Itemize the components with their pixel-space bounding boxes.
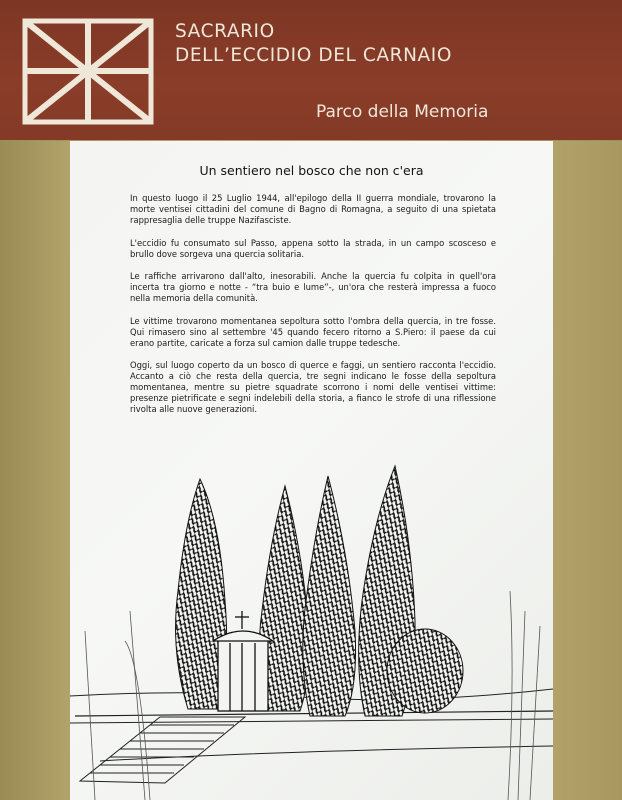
sign-title [175, 20, 452, 68]
star-cross-emblem-icon [22, 18, 154, 125]
panel-body [130, 193, 496, 427]
panel-title: Un sentiero nel bosco che non c'era [199, 163, 424, 178]
paragraph: Le raffiche arrivarono dall'alto, inesorabili. Anche la quercia fu colpita in quell'ora incerta tra giorno e notte - “tra buio e lume”-, un'ora che resterà impressa a fuoco nella memoria della comunità. [130, 271, 496, 303]
cypress-trees-chapel-drawing-icon [70, 461, 553, 800]
paragraph: In questo luogo il 25 Luglio 1944, all'epilogo della II guerra mondiale, trovarono la morte ventisei cittadini del comune di Bagno di Romagna, a seguito di una spietata rappresaglia delle truppe Nazifasciste. [130, 193, 496, 225]
paragraph: L'eccidio fu consumato sul Passo, appena sotto la strada, in un campo scosceso e brullo dove sorgeva una quercia solitaria. [130, 237, 496, 259]
sign-frame-right [553, 141, 622, 800]
title-line-2: DELL’ECCIDIO DEL CARNAIO [175, 45, 453, 66]
sign-frame-left [0, 141, 70, 800]
sign-header [0, 0, 622, 140]
paragraph: Le vittime trovarono momentanea sepoltura sotto l'ombra della quercia, in tre fosse. Qui rimasero sino al settembre '45 quando fecero ritorno a S.Piero: il paese da cui erano partite, caricate a forza sul camion dalle truppe tedesche. [130, 315, 496, 348]
sign-subtitle: Parco della Memoria [316, 102, 489, 122]
paragraph: Oggi, sul luogo coperto da un bosco di querce e faggi, un sentiero racconta l'eccidio. Accanto a ciò che resta della quercia, tre segni indicano le fosse della sepoltura momentanea, mentre su pietre squadrate scorrono i nomi delle ventisei vittime: presenze pietrificate e segni indelebili della storia, a fianco le strofe di una riflessione rivolta alle nuove generazioni. [130, 360, 496, 414]
text-panel [70, 141, 553, 800]
title-line-1: SACRARIO [175, 21, 275, 42]
